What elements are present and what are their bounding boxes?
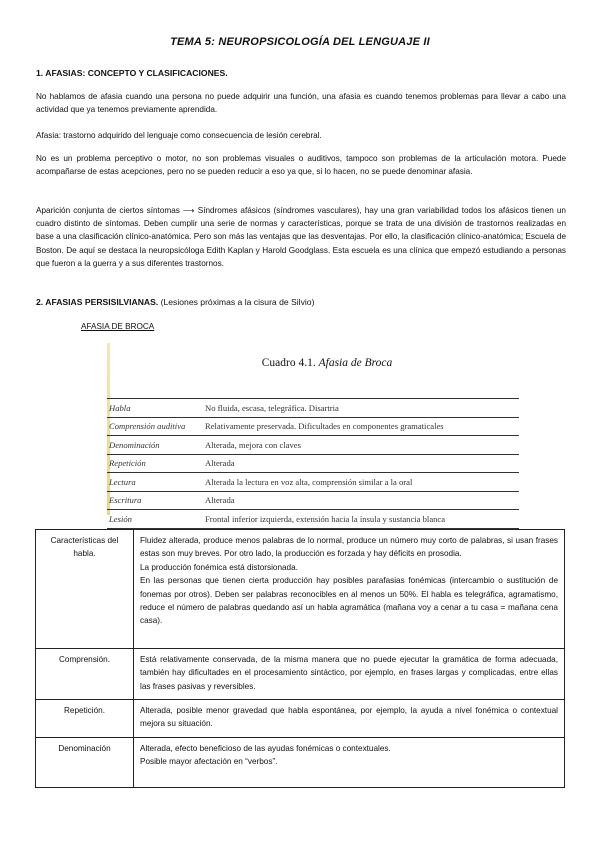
figure-table	[107, 398, 519, 529]
figure-value: No fluida, escasa, telegráfica. Disartria	[203, 399, 519, 418]
figure-row	[107, 473, 519, 492]
row-label-comprension: Comprensión.	[36, 648, 134, 699]
page-title: TEMA 5: NEUROPSICOLOGÍA DEL LENGUAJE II	[170, 36, 430, 48]
figure-key: Lectura	[107, 473, 203, 492]
row-label-repeticion: Repetición.	[36, 700, 134, 738]
figure-value: Alterada	[203, 454, 519, 473]
row-content-denominacion	[134, 737, 565, 787]
row-content-comprension: Está relativamente conservada, de la misma manera que no puede ejecutar la gramática de forma adecuada, también hay dificultades en el procesamiento sintáctico, por ejemplo, en frases largas y complicadas, entre ellas las frases pasivas y reversibles.	[134, 648, 565, 699]
paragraph-3: No es un problema perceptivo o motor, no son problemas visuales o auditivos, tampoco son problemas de la articulación motora. Puede acompañarse de estas acepciones, pero no se pueden reducir a eso ya que, si lo hacen, no se puede denominar afasia.	[36, 154, 566, 177]
figure-value: Relativamente preservada. Dificultades en componentes gramaticales	[203, 417, 519, 436]
figure-key: Repetición	[107, 454, 203, 473]
figure-row	[107, 417, 519, 436]
habla-spacer	[140, 628, 558, 642]
figure-label: Cuadro 4.1.	[261, 357, 316, 369]
figure-value: Alterada	[203, 491, 519, 510]
table-row	[36, 648, 565, 699]
denominacion-line: Posible mayor afectación en “verbos”.	[140, 757, 278, 767]
figure-value: Alterada la lectura en voz alta, comprensión similar a la oral	[203, 473, 519, 492]
figure-row	[107, 454, 519, 473]
broca-summary-table	[35, 529, 565, 788]
section-1-heading: 1. AFASIAS: CONCEPTO Y CLASIFICACIONES.	[36, 68, 228, 78]
row-content-repeticion: Alterada, posible menor gravedad que habla espontánea, por ejemplo, la ayuda a nivel fonémica o contextual mejora su situación.	[134, 700, 565, 738]
table-row	[36, 700, 565, 738]
figure-key: Comprensión auditiva	[107, 417, 203, 436]
table-row	[36, 737, 565, 787]
section-2-title: 2. AFASIAS PERSISILVIANAS.	[36, 297, 159, 307]
figure-row	[107, 399, 519, 418]
row-label-denominacion: Denominación	[36, 737, 134, 787]
figure-key: Habla	[107, 399, 203, 418]
section-2-note: (Lesiones próximas a la cisura de Silvio)	[160, 297, 315, 307]
figure-caption: Afasia de Broca	[318, 357, 393, 369]
denominacion-spacer	[140, 769, 558, 781]
figure-row	[107, 436, 519, 455]
figure-key: Denominación	[107, 436, 203, 455]
denominacion-line: Alterada, efecto beneficioso de las ayudas fonémicas o contextuales.	[140, 743, 391, 753]
section-2-heading	[36, 297, 314, 307]
figure-title	[107, 357, 547, 369]
row-label-habla: Características del habla.	[36, 530, 134, 649]
broca-subheading: AFASIA DE BROCA	[81, 322, 155, 331]
paragraph-2: Afasia: trastorno adquirido del lenguaje como consecuencia de lesión cerebral.	[36, 131, 322, 140]
row-content-habla	[134, 530, 565, 649]
figure-value: Frontal inferior izquierda, extensión hacia la ínsula y sustancia blanca	[203, 510, 519, 529]
habla-line: La producción fonémica está distorsionada.	[140, 562, 298, 572]
figure-row	[107, 510, 519, 529]
habla-line: Fluidez alterada, produce menos palabras de lo normal, produce un número muy corto de palabras, si usan frases estas son muy breves. Por otro lado, la producción es forzada y hay déficits en prosodia.	[140, 536, 558, 559]
figure-value: Alterada, mejora con claves	[203, 436, 519, 455]
habla-line: En las personas que tienen cierta producción hay posibles parafasias fonémicas (intercambio o sustitución de fonemas por otros). Deben ser palabras reconocibles en al menos un 50%. El habla es telegráfica, agramatismo, reduce el número de palabras quedando así un habla agramática (mañana voy a cenar a tu casa = mañana cena casa).	[140, 576, 558, 626]
paragraph-4: Aparición conjunta de ciertos síntomas ⟶ Síndromes afásicos (síndromes vasculares), hay una gran variabilidad todos los afásicos tienen un cuadro distinto de síntomas. Deben cumplir una serie de normas y características, porque se trata de una división de trastornos realizadas en base a una clasificación clínico-anatómica. Pero son más las ventajas que las desventajas. Por ello, la clasificación clínico-anatómica; Escuela de Boston. De aquí se destaca la neuropsicóloga Edith Kaplan y Harold Goodglass. Esta escuela es una clínica que empezó estudiando a personas que fueron a la guerra y a sus diferentes trastornos.	[36, 206, 566, 268]
table-row	[36, 530, 565, 649]
figure-row	[107, 491, 519, 510]
paragraph-1: No hablamos de afasia cuando una persona no puede adquirir una función, una afasia es cuando tenemos problemas para llevar a cabo una actividad que ya tenemos previamente aprendida.	[36, 92, 566, 115]
figure-key: Escritura	[107, 491, 203, 510]
figure-key: Lesión	[107, 510, 203, 529]
